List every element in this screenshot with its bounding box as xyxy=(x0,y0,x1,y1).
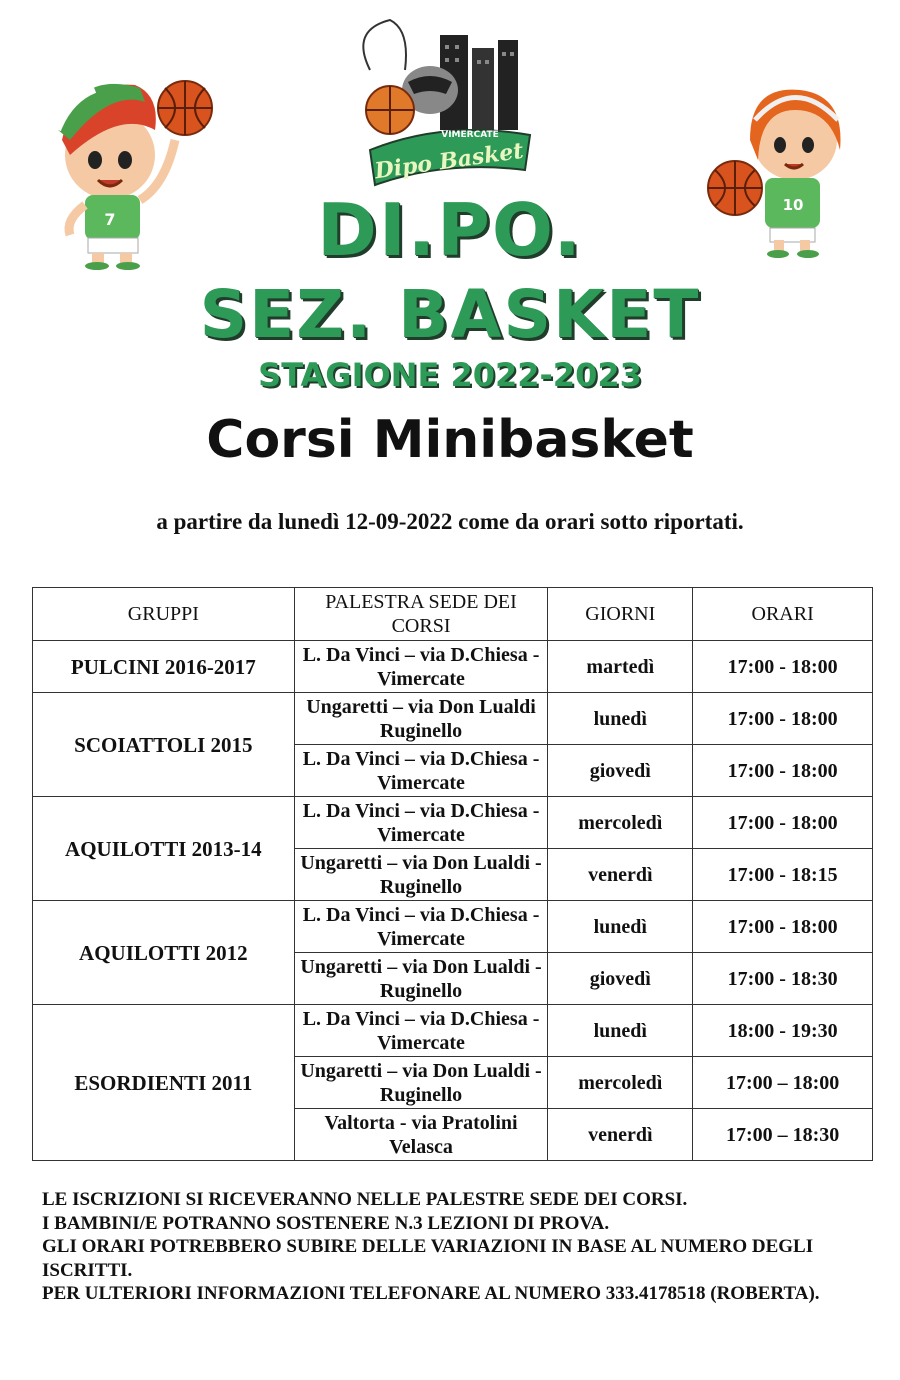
day-cell: lunedì xyxy=(548,693,693,745)
gym-cell: L. Da Vinci – via D.Chiesa - Vimercate xyxy=(294,745,548,797)
table-row xyxy=(33,797,873,849)
time-cell: 18:00 - 19:30 xyxy=(693,1005,873,1057)
table-row xyxy=(33,693,873,745)
header-giorni: GIORNI xyxy=(548,588,693,641)
time-cell: 17:00 - 18:15 xyxy=(693,849,873,901)
day-cell: giovedì xyxy=(548,953,693,1005)
dipo-basket-logo xyxy=(350,10,540,190)
day-cell: venerdì xyxy=(548,849,693,901)
header-gruppi: GRUPPI xyxy=(33,588,295,641)
time-cell: 17:00 – 18:30 xyxy=(693,1109,873,1161)
gym-cell: L. Da Vinci – via D.Chiesa - Vimercate xyxy=(294,1005,548,1057)
title-sez-basket: SEZ. BASKET xyxy=(199,276,701,353)
footer-notes xyxy=(42,1188,842,1306)
group-name: ESORDIENTI 2011 xyxy=(33,1005,295,1161)
schedule-table xyxy=(32,587,873,1161)
season-heading: STAGIONE 2022-2023 xyxy=(258,356,642,394)
group-name: AQUILOTTI 2012 xyxy=(33,901,295,1005)
time-cell: 17:00 - 18:30 xyxy=(693,953,873,1005)
gym-cell: Valtorta - via Pratolini Velasca xyxy=(294,1109,548,1161)
day-cell: venerdì xyxy=(548,1109,693,1161)
time-cell: 17:00 - 18:00 xyxy=(693,797,873,849)
title-dipo: DI.PO. xyxy=(317,188,583,272)
footer-line: I BAMBINI/E POTRANNO SOSTENERE N.3 LEZIONI DI PROVA. xyxy=(42,1212,610,1234)
day-cell: lunedì xyxy=(548,901,693,953)
group-name: SCOIATTOLI 2015 xyxy=(33,693,295,797)
day-cell: martedì xyxy=(548,641,693,693)
logo-name: Dipo Basket xyxy=(373,137,526,185)
gym-cell: L. Da Vinci – via D.Chiesa - Vimercate xyxy=(294,641,548,693)
gym-cell: Ungaretti – via Don Lualdi - Ruginello xyxy=(294,849,548,901)
boy-jersey-number: 7 xyxy=(104,210,116,229)
time-cell: 17:00 - 18:00 xyxy=(693,641,873,693)
logo-city: VIMERCATE xyxy=(441,130,499,140)
gym-cell: Ungaretti – via Don Lualdi - Ruginello xyxy=(294,1057,548,1109)
header-orari: ORARI xyxy=(693,588,873,641)
time-cell: 17:00 – 18:00 xyxy=(693,1057,873,1109)
day-cell: mercoledì xyxy=(548,1057,693,1109)
table-header-row xyxy=(33,588,873,641)
gym-cell: Ungaretti – via Don Lualdi Ruginello xyxy=(294,693,548,745)
table-row xyxy=(33,901,873,953)
day-cell: lunedì xyxy=(548,1005,693,1057)
intro-text: a partire da lunedì 12-09-2022 come da orari sotto riportati. xyxy=(156,509,744,534)
header-palestra: PALESTRA SEDE DEI CORSI xyxy=(294,588,548,641)
gym-cell: L. Da Vinci – via D.Chiesa - Vimercate xyxy=(294,901,548,953)
footer-line: PER ULTERIORI INFORMAZIONI TELEFONARE AL NUMERO 333.4178518 (ROBERTA). xyxy=(42,1283,820,1304)
group-name: PULCINI 2016-2017 xyxy=(33,641,295,693)
table-row xyxy=(33,641,873,693)
girl-jersey-number: 10 xyxy=(782,196,804,214)
group-name: AQUILOTTI 2013-14 xyxy=(33,797,295,901)
gym-cell: Ungaretti – via Don Lualdi - Ruginello xyxy=(294,953,548,1005)
time-cell: 17:00 - 18:00 xyxy=(693,901,873,953)
footer-line: GLI ORARI POTREBBERO SUBIRE DELLE VARIAZIONI IN BASE AL NUMERO DEGLI ISCRITTI. xyxy=(42,1236,814,1281)
time-cell: 17:00 - 18:00 xyxy=(693,693,873,745)
footer-line: LE ISCRIZIONI SI RICEVERANNO NELLE PALESTRE SEDE DEI CORSI. xyxy=(42,1189,688,1210)
time-cell: 17:00 - 18:00 xyxy=(693,745,873,797)
gym-cell: L. Da Vinci – via D.Chiesa - Vimercate xyxy=(294,797,548,849)
day-cell: mercoledì xyxy=(548,797,693,849)
courses-heading: Corsi Minibasket xyxy=(206,410,694,470)
table-row xyxy=(33,1005,873,1057)
day-cell: giovedì xyxy=(548,745,693,797)
